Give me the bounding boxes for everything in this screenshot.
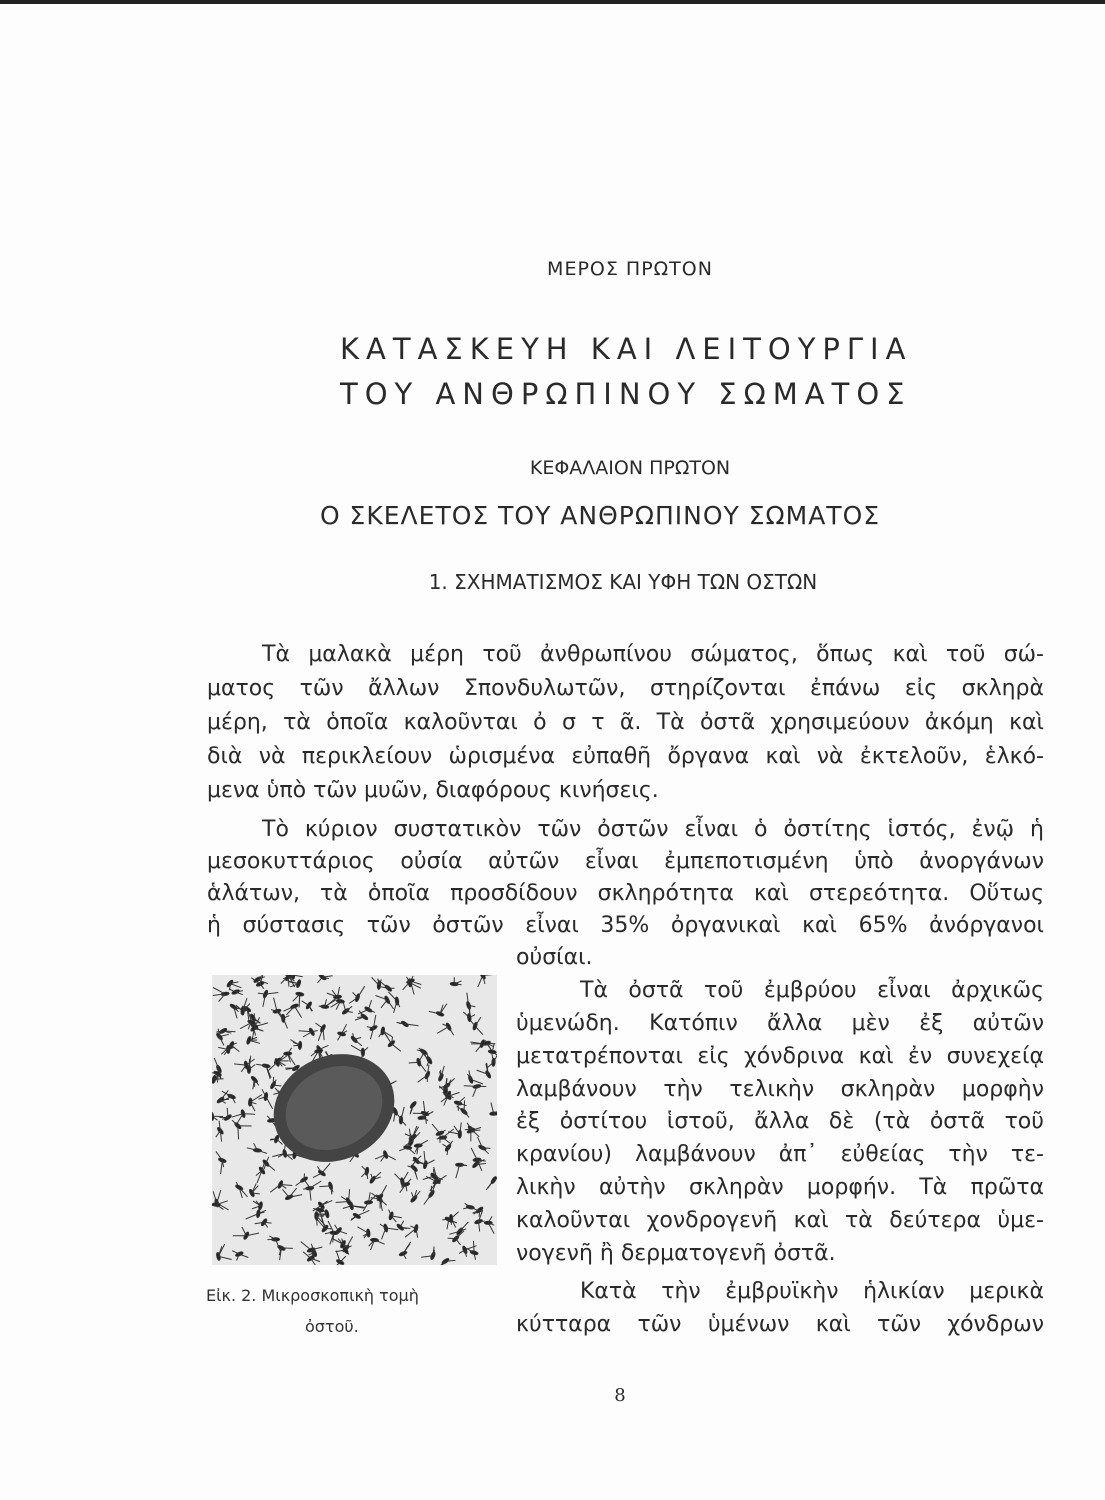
figure-caption-line-2: ὀστοῦ. (305, 1317, 359, 1336)
text-line: Τὰ μαλακὰ μέρη τοῦ ἀνθρωπίνου σώματος, ὅπως καὶ τοῦ σώ- (262, 642, 1044, 667)
text-line: ἐξ ὀστίτου ἱστοῦ, ἄλλα δὲ (τὰ ὀστᾶ τοῦ (516, 1109, 1044, 1134)
text-line: ἡ σύστασις τῶν ὀστῶν εἶναι 35% ὀργανικαὶ καὶ 65% ἀνόργανοι (207, 913, 1044, 938)
text-line: κρανίου) λαμβάνουν ἀπ᾿ εὐθείας τὴν τε- (516, 1142, 1044, 1167)
text-line: μεσοκυττάριος οὐσία αὐτῶν εἶναι ἐμπεποτισμένη ὑπὸ ἀνοργάνων (207, 849, 1044, 874)
text-line: μενα ὑπὸ τῶν μυῶν, διαφόρους κινήσεις. (207, 778, 659, 803)
part-title-line-1: ΚΑΤΑΣΚΕΥΗ ΚΑΙ ΛΕΙΤΟΥΡΓΙΑ (340, 332, 913, 366)
page-number: 8 (614, 1385, 626, 1406)
text-line: ἁλάτων, τὰ ὁποῖα προσδίδουν σκληρότητα καὶ στερεότητα. Οὕτως (207, 881, 1044, 906)
text-line: λικὴν αὐτὴν σκληρὰν μορφήν. Τὰ πρῶτα (516, 1175, 1044, 1200)
text-line: οὐσίαι. (516, 945, 593, 970)
chapter-title: Ο ΣΚΕΛΕΤΟΣ ΤΟΥ ΑΝΘΡΩΠΙΝΟΥ ΣΩΜΑΤΟΣ (319, 501, 881, 530)
text-line: διὰ νὰ περικλείουν ὡρισμένα εὐπαθῆ ὄργανα καὶ νὰ ἐκτελοῦν, ἑλκό- (207, 744, 1044, 769)
text-line: Κατὰ τὴν ἐμβρυϊκὴν ἡλικίαν μερικὰ (580, 1279, 1044, 1304)
figure-caption-line-1: Εἰκ. 2. Μικροσκοπικὴ τομὴ (206, 1286, 419, 1305)
chapter-heading: ΚΕΦΑΛΑΙΟΝ ΠΡΩΤΟΝ (529, 457, 731, 479)
text-line: ματος τῶν ἄλλων Σπονδυλωτῶν, στηρίζονται ἐπάνω εἰς σκληρὰ (207, 676, 1044, 701)
text-line: νογενῆ ἢ δερματογενῆ ὀστᾶ. (516, 1241, 836, 1266)
text-line: καλοῦνται χονδρογενῆ καὶ τὰ δεύτερα ὑμε- (516, 1208, 1044, 1233)
text-line: Τὰ ὀστᾶ τοῦ ἐμβρύου εἶναι ἀρχικῶς (580, 978, 1044, 1003)
bone-microscopic-section-figure (212, 975, 497, 1265)
part-heading: ΜΕΡΟΣ ΠΡΩΤΟΝ (547, 258, 713, 280)
part-title-line-2: ΤΟΥ ΑΝΘΡΩΠΙΝΟΥ ΣΩΜΑΤΟΣ (340, 377, 912, 411)
text-line: ὑμενώδη. Κατόπιν ἄλλα μὲν ἐξ αὐτῶν (516, 1011, 1044, 1036)
scan-edge (0, 0, 1105, 4)
text-line: λαμβάνουν τὴν τελικὴν σκληρὰν μορφὴν (516, 1077, 1044, 1102)
text-line: μετατρέπονται εἰς χόνδρινα καὶ ἐν συνεχείᾳ (516, 1044, 1044, 1069)
section-title: 1. ΣΧΗΜΑΤΙΣΜΟΣ ΚΑΙ ΥΦΗ ΤΩΝ ΟΣΤΩΝ (428, 570, 818, 594)
text-line: κύτταρα τῶν ὑμένων καὶ τῶν χόνδρων (516, 1312, 1044, 1337)
text-line: μέρη, τὰ ὁποῖα καλοῦνται ὀ σ τ ᾶ. Τὰ ὀστᾶ χρησιμεύουν ἀκόμη καὶ (207, 710, 1044, 735)
text-line: Τὸ κύριον συστατικὸν τῶν ὀστῶν εἶναι ὁ ὀστίτης ἱστός, ἐνῷ ἡ (262, 817, 1044, 842)
